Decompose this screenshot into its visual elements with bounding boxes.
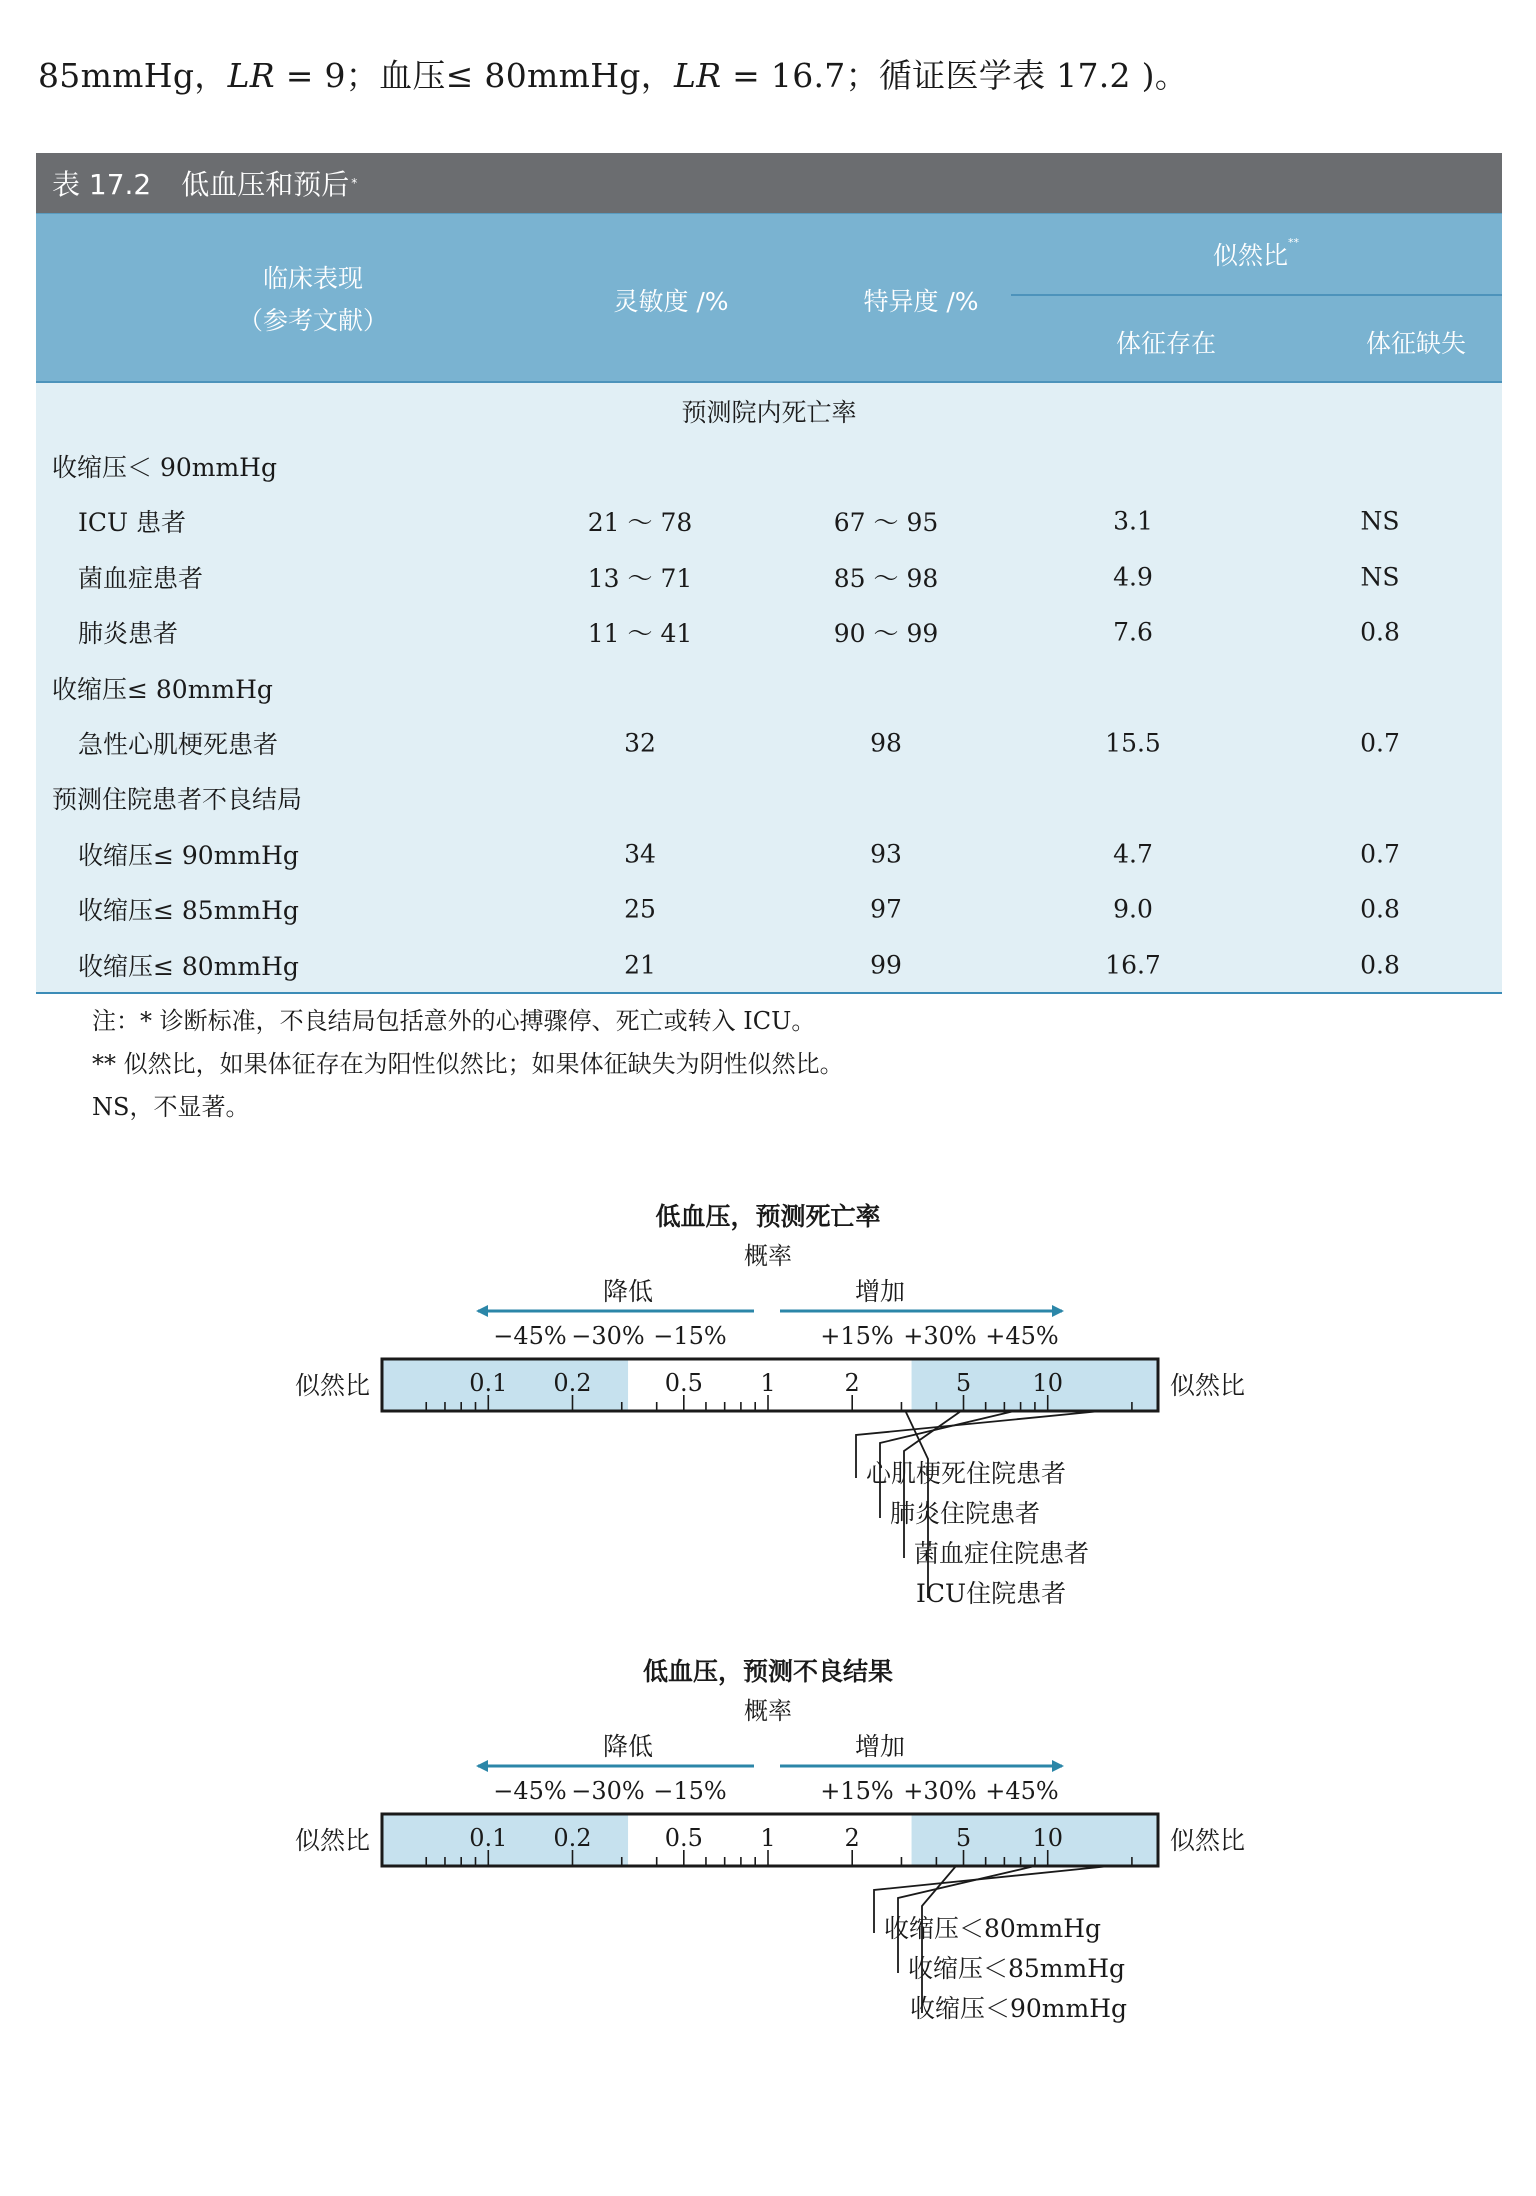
cell-finding: 菌血症患者 — [78, 563, 204, 593]
intro-part: = 16.7；循证医学表 17.2 )。 — [721, 56, 1189, 95]
lr-italic: LR — [674, 56, 722, 95]
header-lr-group-label: 似然比 — [1212, 241, 1288, 270]
finding-label: 心肌梗死住院患者 — [866, 1459, 1067, 1488]
cell-neg: 0.7 — [1360, 839, 1400, 869]
cell-sens: 11 ～ 41 — [587, 619, 693, 649]
scale-label: 5 — [955, 1824, 972, 1852]
scale-label: 10 — [1032, 1824, 1063, 1852]
scale-label: 0.5 — [664, 1369, 703, 1397]
increase-label: 增加 — [854, 1732, 906, 1761]
cell-finding: 收缩压≤ 85mmHg — [78, 896, 299, 926]
percent-label: +45% — [985, 1777, 1059, 1805]
scale-label: 0.5 — [664, 1824, 703, 1852]
cell-neg: NS — [1360, 506, 1400, 536]
section-label: 预测院内死亡率 — [681, 397, 857, 427]
percent-label: +15% — [820, 1322, 894, 1350]
intro-part: = 9；血压≤ 80mmHg， — [274, 56, 674, 95]
scale-label: 0.1 — [469, 1824, 508, 1852]
finding-label: 菌血症住院患者 — [914, 1539, 1090, 1568]
table-number: 表 17.2 — [52, 168, 152, 201]
cell-pos: 4.9 — [1113, 562, 1153, 592]
cell-sens: 21 ～ 78 — [587, 508, 693, 538]
cell-finding: 急性心肌梗死患者 — [78, 730, 279, 760]
nomogram-subtitle: 概率 — [744, 1697, 792, 1725]
table-title-mark: * — [351, 176, 358, 190]
nomogram-subtitle: 概率 — [744, 1242, 792, 1270]
decrease-label: 降低 — [602, 1732, 654, 1761]
cell-spec: 99 — [870, 950, 902, 980]
cell-sens: 25 — [624, 894, 656, 924]
cell-finding: 收缩压≤ 80mmHg — [78, 951, 299, 981]
table-title: 低血压和预后 — [181, 168, 350, 201]
cell-spec: 67 ～ 95 — [833, 508, 939, 538]
nomogram-title: 低血压，预测死亡率 — [655, 1202, 881, 1231]
header-sensitivity: 灵敏度 /% — [613, 287, 729, 316]
finding-label: ICU住院患者 — [916, 1579, 1067, 1608]
note-line: ** 似然比，如果体征存在为阳性似然比；如果体征缺失为阴性似然比。 — [92, 1050, 844, 1078]
increase-label: 增加 — [854, 1277, 906, 1306]
percent-label: −45% — [493, 1777, 567, 1805]
lr-side-label-left: 似然比 — [294, 1826, 370, 1855]
finding-label: 肺炎住院患者 — [890, 1499, 1041, 1528]
scale-label: 0.2 — [553, 1824, 592, 1852]
note-line: NS，不显著。 — [92, 1093, 250, 1121]
cell-neg: 0.8 — [1360, 894, 1400, 924]
scale-label: 0.1 — [469, 1369, 508, 1397]
scale-label: 10 — [1032, 1369, 1063, 1397]
percent-label: +30% — [903, 1777, 977, 1805]
decrease-label: 降低 — [602, 1277, 654, 1306]
lr-side-label-left: 似然比 — [294, 1371, 370, 1400]
percent-label: +30% — [903, 1322, 977, 1350]
percent-label: −15% — [653, 1322, 727, 1350]
scale-label: 1 — [760, 1824, 776, 1852]
lr-side-label-right: 似然比 — [1170, 1371, 1246, 1400]
cell-pos: 9.0 — [1113, 894, 1153, 924]
percent-label: +15% — [820, 1777, 894, 1805]
cell-neg: 0.7 — [1360, 728, 1400, 758]
cell-finding: 预测住院患者不良结局 — [52, 785, 303, 815]
percent-label: −30% — [571, 1322, 645, 1350]
cell-neg: NS — [1360, 562, 1400, 592]
cell-sens: 32 — [624, 728, 656, 758]
cell-pos: 16.7 — [1105, 950, 1161, 980]
nomogram-title: 低血压，预测不良结果 — [642, 1657, 894, 1686]
scale-label: 2 — [844, 1369, 860, 1397]
lr-side-label-right: 似然比 — [1170, 1826, 1246, 1855]
scale-label: 1 — [760, 1369, 776, 1397]
cell-finding: 肺炎患者 — [78, 619, 179, 649]
lr-italic: LR — [227, 56, 275, 95]
header-finding-line1: 临床表现 — [262, 264, 363, 293]
cell-sens: 34 — [624, 839, 656, 869]
finding-label: 收缩压＜90mmHg — [910, 1994, 1128, 2023]
cell-finding: 收缩压＜ 90mmHg — [52, 453, 277, 483]
scale-label: 0.2 — [553, 1369, 592, 1397]
cell-pos: 4.7 — [1113, 839, 1153, 869]
cell-finding: ICU 患者 — [78, 508, 187, 538]
cell-spec: 97 — [870, 894, 902, 924]
scale-label: 5 — [955, 1369, 972, 1397]
cell-spec: 90 ～ 99 — [833, 619, 939, 649]
percent-label: −15% — [653, 1777, 727, 1805]
cell-finding: 收缩压≤ 80mmHg — [52, 674, 273, 704]
scale-label: 2 — [844, 1824, 860, 1852]
header-lr-group-mark: ** — [1288, 236, 1299, 249]
cell-finding: 收缩压≤ 90mmHg — [78, 840, 299, 870]
note-line: 注：* 诊断标准，不良结局包括意外的心搏骤停、死亡或转入 ICU。 — [92, 1007, 816, 1035]
cell-neg: 0.8 — [1360, 617, 1400, 647]
cell-neg: 0.8 — [1360, 950, 1400, 980]
cell-pos: 3.1 — [1113, 506, 1153, 536]
header-absent: 体征缺失 — [1365, 329, 1466, 358]
cell-sens: 21 — [624, 950, 656, 980]
cell-spec: 98 — [870, 728, 902, 758]
finding-label: 收缩压＜80mmHg — [884, 1914, 1102, 1943]
cell-sens: 13 ～ 71 — [587, 563, 693, 593]
cell-spec: 85 ～ 98 — [833, 563, 939, 593]
percent-label: −45% — [493, 1322, 567, 1350]
cell-spec: 93 — [870, 839, 902, 869]
intro-part: 85mmHg， — [38, 56, 228, 95]
cell-pos: 15.5 — [1105, 728, 1161, 758]
cell-pos: 7.6 — [1113, 617, 1153, 647]
percent-label: −30% — [571, 1777, 645, 1805]
header-finding-line2: （参考文献） — [237, 306, 388, 335]
header-specificity: 特异度 /% — [863, 287, 979, 316]
header-present: 体征存在 — [1115, 329, 1216, 358]
percent-label: +45% — [985, 1322, 1059, 1350]
finding-label: 收缩压＜85mmHg — [908, 1954, 1126, 1983]
